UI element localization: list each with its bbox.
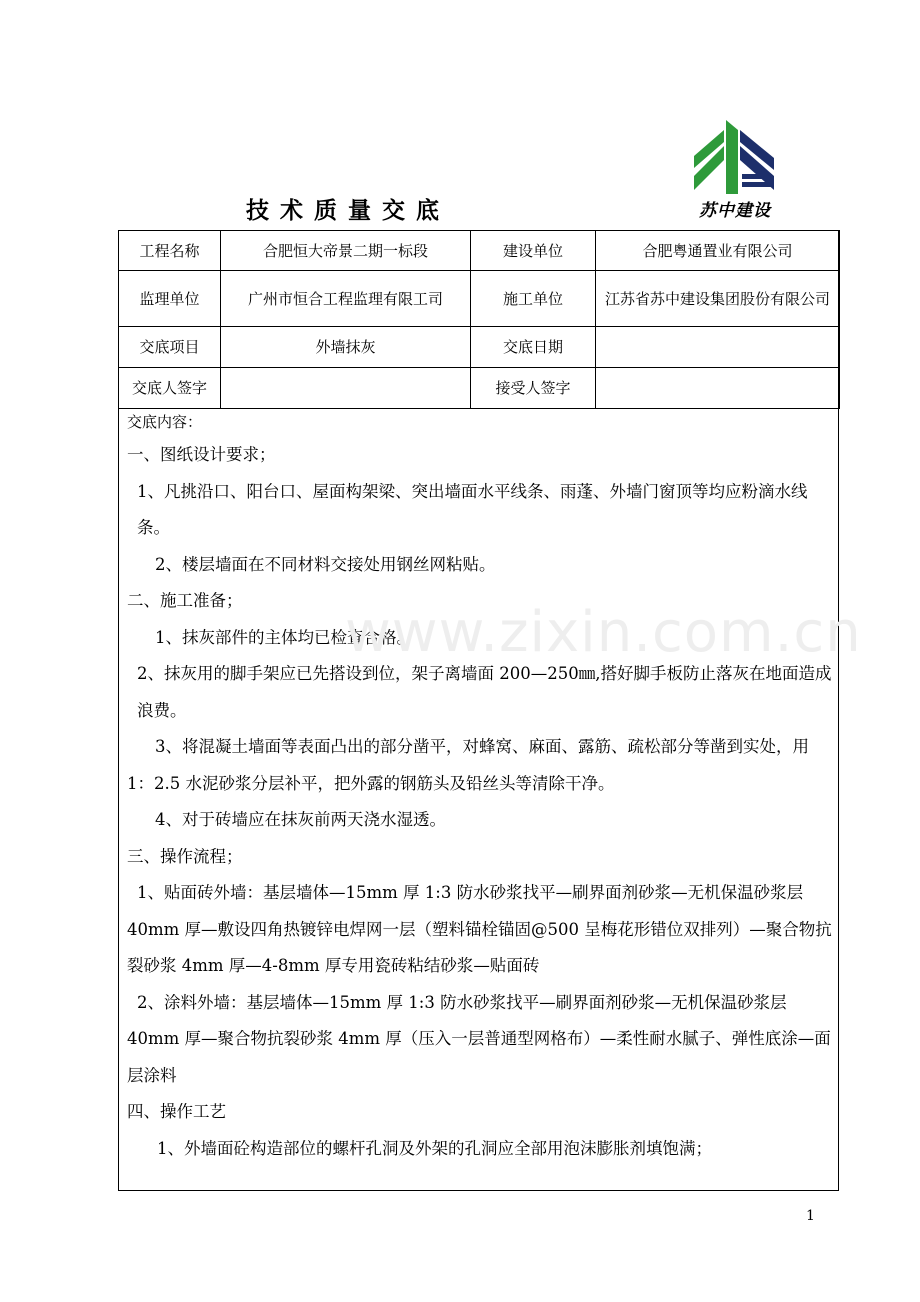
- watermark: www.zixin.com.cn: [345, 600, 862, 665]
- logo-mark-icon: [690, 116, 780, 196]
- item-label: 交底项目: [119, 327, 221, 368]
- owner-label: 建设单位: [471, 231, 596, 271]
- section-heading: 三、操作流程；: [127, 846, 243, 866]
- contractor-label: 施工单位: [471, 271, 596, 327]
- company-logo: [690, 116, 780, 220]
- discloser-signature-value: [221, 368, 471, 409]
- date-label: 交底日期: [471, 327, 596, 368]
- paragraph: 2、抹灰用的脚手架应已先搭设到位，架子离墙面 200—250㎜,搭好脚手板防止落灰在地面造成浪费。: [137, 664, 832, 720]
- table-row: [119, 271, 840, 327]
- item-value: 外墙抹灰: [221, 327, 471, 368]
- receiver-signature-value: [596, 368, 840, 409]
- project-info-table: [118, 230, 840, 409]
- logo-text: 苏中建设: [699, 201, 771, 221]
- discloser-signature-label: 交底人签字: [119, 368, 221, 409]
- date-value: [596, 327, 840, 368]
- paragraph: 2、楼层墙面在不同材料交接处用钢丝网粘贴。: [155, 554, 496, 574]
- table-row: [119, 327, 840, 368]
- owner-value: 合肥粤通置业有限公司: [596, 231, 840, 271]
- page-title: 技术质量交底: [246, 197, 450, 224]
- disclosure-sheet: [118, 230, 839, 1191]
- contractor-value: 江苏省苏中建设集团股份有限公司: [596, 271, 840, 327]
- paragraph: 4、对于砖墙应在抹灰前两天浇水湿透。: [155, 810, 446, 829]
- paragraph: 1、外墙面砼构造部位的螺杆孔洞及外架的孔洞应全部用泡沫膨胀剂填饱满；: [157, 1138, 712, 1158]
- table-row: [119, 231, 840, 271]
- supervisor-value: 广州市恒合工程监理有限工司: [221, 271, 471, 327]
- section-heading: 四、操作工艺: [127, 1102, 226, 1121]
- project-name-value: 合肥恒大帝景二期一标段: [221, 231, 471, 271]
- paragraph: 2、涂料外墙：基层墙体—15mm 厚 1:3 防水砂浆找平—刷界面剂砂浆—无机保温砂浆层 40mm 厚—聚合物抗裂砂浆 4mm 厚（压入一层普通型网格布）—柔性耐水腻子、弹性底涂—面层涂料: [127, 992, 831, 1085]
- receiver-signature-label: 接受人签字: [471, 368, 596, 409]
- paragraph: 1、抹灰部件的主体均已检查合格。: [155, 627, 413, 647]
- disclosure-content: [119, 409, 838, 1167]
- content-label: 交底内容：: [127, 413, 203, 431]
- paragraph: 3、将混凝土墙面等表面凸出的部分凿平，对蜂窝、麻面、露筋、疏松部分等凿到实处，用 1：2.5 水泥砂浆分层补平，把外露的钢筋头及铅丝头等清除干净。: [127, 737, 809, 793]
- section-heading: 二、施工准备；: [127, 591, 243, 610]
- paragraph: 1、贴面砖外墙：基层墙体—15mm 厚 1:3 防水砂浆找平—刷界面剂砂浆—无机保温砂浆层 40mm 厚—敷设四角热镀锌电焊网一层（塑料锚栓锚固@500 呈梅花形错位双排列）—聚合物抗裂砂浆 4mm 厚—4-8mm 厚专用瓷砖粘结砂浆—贴面砖: [127, 883, 832, 975]
- project-name-label: 工程名称: [119, 231, 221, 271]
- table-row: [119, 368, 840, 409]
- page-number: 1: [806, 1208, 815, 1224]
- paragraph: 1、凡挑沿口、阳台口、屋面构架梁、突出墙面水平线条、雨蓬、外墙门窗顶等均应粉滴水线条。: [137, 481, 808, 537]
- section-heading: 一、图纸设计要求；: [127, 445, 276, 464]
- supervisor-label: 监理单位: [119, 271, 221, 327]
